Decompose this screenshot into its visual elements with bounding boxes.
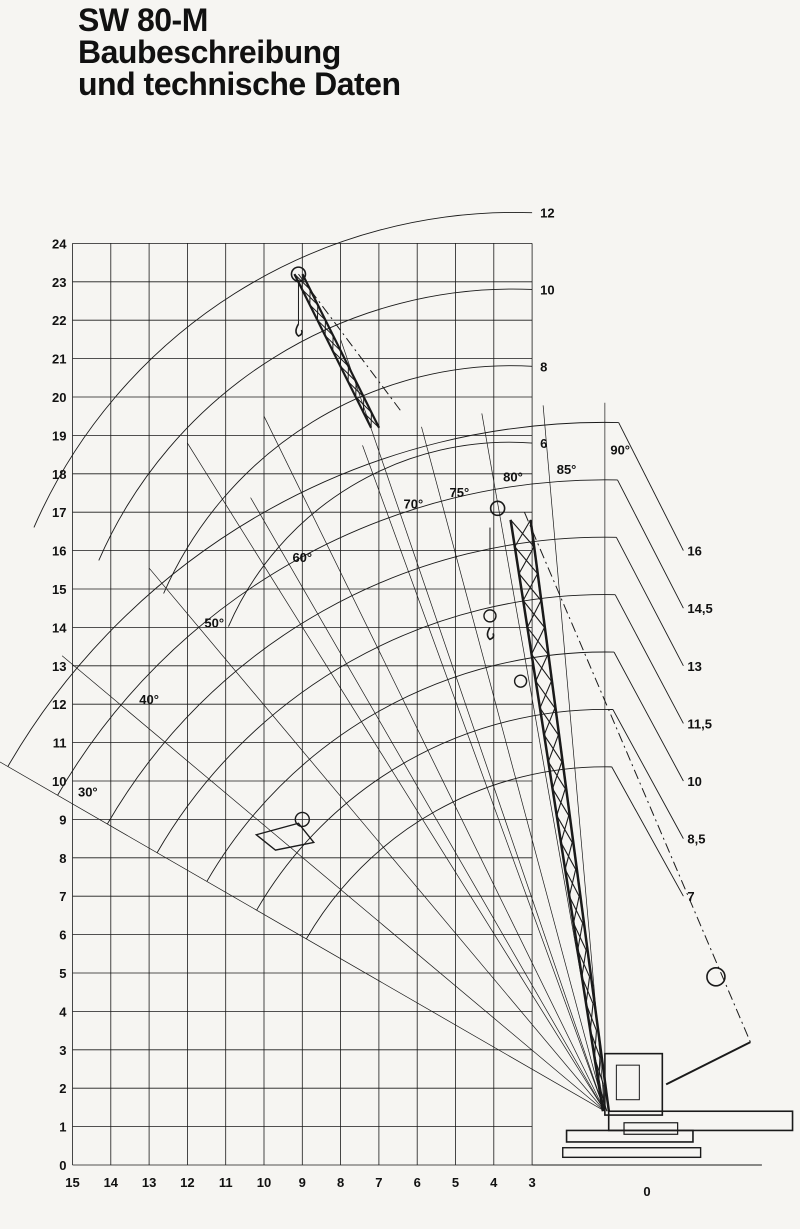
angle-label: 80° bbox=[503, 469, 523, 485]
x-axis-label: 3 bbox=[528, 1175, 536, 1190]
x-axis-label: 9 bbox=[298, 1175, 306, 1190]
jib-radius-arc bbox=[99, 289, 532, 560]
y-axis-label: 11 bbox=[52, 735, 67, 751]
jib-length-label: 10 bbox=[540, 282, 555, 298]
y-axis-label: 19 bbox=[52, 428, 67, 444]
y-axis-label: 20 bbox=[52, 390, 67, 405]
boom-arc-leader bbox=[618, 480, 684, 608]
boom-length-label: 16 bbox=[687, 543, 702, 559]
y-axis-label: 7 bbox=[59, 889, 67, 905]
jib-radius-arc bbox=[228, 442, 532, 626]
angle-label: 70° bbox=[403, 496, 424, 512]
undercarriage bbox=[567, 1130, 693, 1142]
radius-arcs bbox=[8, 212, 684, 938]
angle-label: 75° bbox=[449, 484, 470, 500]
y-axis-label: 2 bbox=[59, 1081, 67, 1097]
angle-label: 30° bbox=[77, 784, 98, 800]
y-axis-label: 18 bbox=[52, 466, 67, 482]
subtitle-line-2: und technische Daten bbox=[78, 66, 401, 102]
grid bbox=[73, 243, 762, 1165]
boom-arc-leader bbox=[613, 709, 683, 838]
y-axis-label: 15 bbox=[52, 582, 67, 597]
y-axis-label: 16 bbox=[52, 543, 67, 559]
angle-label: 50° bbox=[204, 615, 225, 631]
angle-label: 60° bbox=[292, 550, 313, 566]
jib-hook bbox=[296, 324, 302, 336]
crane-drawing bbox=[256, 267, 792, 1157]
jib-radius-arc bbox=[164, 366, 532, 594]
y-axis-label: 10 bbox=[52, 774, 67, 789]
y-axis-label: 9 bbox=[59, 812, 67, 828]
boom-arc-leader bbox=[615, 595, 683, 724]
x-axis-label: 7 bbox=[375, 1175, 383, 1190]
x-axis-label: 5 bbox=[451, 1175, 460, 1190]
superstructure-deck bbox=[609, 1111, 793, 1130]
x-axis-label: 14 bbox=[103, 1175, 119, 1190]
x-axis-label: 11 bbox=[218, 1175, 233, 1190]
angle-ray bbox=[251, 498, 605, 1112]
angle-ray bbox=[149, 568, 604, 1111]
angle-label: 40° bbox=[139, 692, 159, 708]
x-axis-label: 12 bbox=[180, 1175, 195, 1190]
angle-label: 90° bbox=[610, 442, 631, 458]
boom-length-label: 13 bbox=[687, 658, 702, 674]
model-title: SW 80-M bbox=[78, 2, 208, 38]
crawler-track bbox=[563, 1148, 701, 1158]
subtitle-line-1: Baubeschreibung bbox=[78, 34, 341, 70]
jib-ray bbox=[264, 416, 605, 1111]
x-axis-label: 4 bbox=[490, 1175, 498, 1190]
boom-radius-arc bbox=[58, 480, 618, 795]
boom-mid-pulley bbox=[515, 675, 527, 687]
boom-arc-leader bbox=[616, 537, 683, 665]
slewing-ring bbox=[624, 1123, 678, 1135]
boom-length-label: 10 bbox=[687, 774, 702, 789]
x-axis-label: 15 bbox=[65, 1175, 80, 1190]
jib-length-label: 6 bbox=[540, 436, 548, 452]
y-axis-label: 1 bbox=[59, 1119, 67, 1135]
boom-length-label: 14,5 bbox=[687, 601, 713, 617]
jib-ray bbox=[341, 339, 605, 1111]
boom-length-label: 11,5 bbox=[687, 716, 712, 732]
lowered-boom-head bbox=[256, 823, 313, 850]
x-axis-zero-label: 0 bbox=[643, 1184, 651, 1199]
y-axis-label: 12 bbox=[52, 697, 67, 713]
y-axis-label: 24 bbox=[52, 236, 67, 252]
x-axis-label: 10 bbox=[256, 1175, 272, 1190]
boom-chord-right bbox=[531, 520, 609, 1111]
y-axis-label: 0 bbox=[59, 1158, 67, 1173]
cab-window bbox=[616, 1065, 639, 1100]
y-axis-label: 6 bbox=[59, 927, 67, 943]
angle-ray bbox=[62, 656, 605, 1111]
y-axis-label: 22 bbox=[52, 313, 67, 329]
x-axis-label: 13 bbox=[141, 1175, 157, 1190]
y-axis-label: 21 bbox=[52, 351, 67, 367]
jib-rope bbox=[298, 274, 401, 412]
crane-hook bbox=[487, 627, 493, 639]
boom-arc-leader bbox=[612, 767, 684, 896]
y-axis-label: 23 bbox=[52, 274, 67, 290]
angle-label: 85° bbox=[556, 461, 577, 477]
x-axis-label: 8 bbox=[336, 1175, 345, 1190]
boom-arc-leader bbox=[614, 652, 683, 781]
y-axis-label: 3 bbox=[59, 1042, 67, 1058]
operator-cab bbox=[605, 1054, 662, 1115]
jib-length-label: 8 bbox=[540, 359, 548, 375]
jib-length-label: 12 bbox=[540, 205, 555, 221]
y-axis-label: 13 bbox=[52, 658, 67, 674]
y-axis-label: 8 bbox=[59, 850, 67, 866]
y-axis-label: 4 bbox=[59, 1004, 67, 1020]
x-axis-label: 6 bbox=[413, 1175, 421, 1190]
y-axis-label: 17 bbox=[52, 505, 67, 521]
y-axis-label: 5 bbox=[59, 966, 67, 981]
boom-length-label: 7 bbox=[687, 889, 695, 905]
boom-length-label: 8,5 bbox=[687, 831, 706, 847]
gantry-strut bbox=[666, 1042, 750, 1084]
y-axis-label: 14 bbox=[52, 620, 67, 636]
